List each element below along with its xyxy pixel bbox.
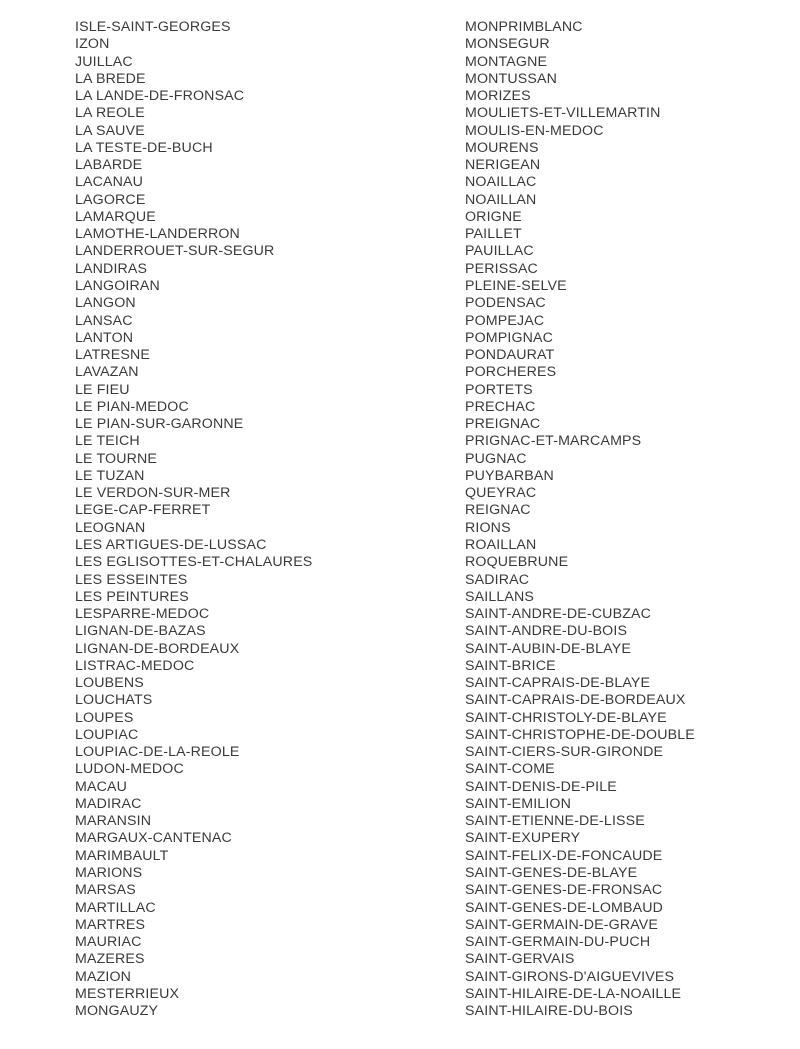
commune-name: LANSAC (75, 312, 133, 329)
commune-name: SAINT-HILAIRE-DU-BOIS (465, 1003, 633, 1020)
commune-name: SAINT-GENES-DE-BLAYE (465, 865, 638, 882)
commune-list-right-column (465, 19, 795, 1020)
commune-name: LISTRAC-MEDOC (75, 657, 195, 674)
commune-name: LE PIAN-MEDOC (75, 398, 189, 415)
commune-name: SAINT-COME (465, 761, 555, 778)
commune-name: QUEYRAC (465, 485, 537, 502)
commune-name: SAINT-AUBIN-DE-BLAYE (465, 640, 631, 657)
commune-name: PORCHERES (465, 364, 557, 381)
commune-name: MONTAGNE (465, 53, 548, 70)
commune-name: SAINT-GERVAIS (465, 951, 575, 968)
commune-name: MAZERES (75, 951, 145, 968)
commune-name: MARTRES (75, 916, 146, 933)
commune-name: JUILLAC (75, 53, 133, 70)
commune-name: NOAILLAN (465, 191, 537, 208)
commune-name: SAINT-BRICE (465, 657, 556, 674)
commune-name: LANDIRAS (75, 260, 148, 277)
commune-name: PERISSAC (465, 260, 538, 277)
commune-name: LOUPES (75, 709, 134, 726)
commune-name: LEGE-CAP-FERRET (75, 502, 211, 519)
commune-name: MONPRIMBLANC (465, 19, 583, 35)
commune-name: POMPEJAC (465, 312, 545, 329)
commune-name: LA REOLE (75, 105, 145, 122)
commune-name: LE TEICH (75, 433, 140, 450)
commune-name: IZON (75, 36, 110, 53)
commune-name: MOULIETS-ET-VILLEMARTIN (465, 105, 661, 122)
commune-name: ORIGNE (465, 208, 522, 225)
commune-name: SAINT-GERMAIN-DE-GRAVE (465, 916, 659, 933)
commune-name: SAINT-GERMAIN-DU-PUCH (465, 934, 651, 951)
commune-name: LAGORCE (75, 191, 146, 208)
commune-name: SAINT-DENIS-DE-PILE (465, 778, 617, 795)
commune-name: LES EGLISOTTES-ET-CHALAURES (75, 554, 313, 571)
commune-name: MOURENS (465, 139, 539, 156)
commune-name: MORIZES (465, 88, 531, 105)
commune-name: LACANAU (75, 174, 144, 191)
commune-name: MARGAUX-CANTENAC (75, 830, 232, 847)
commune-name: PAILLET (465, 226, 522, 243)
commune-name: PODENSAC (465, 295, 546, 312)
commune-name: PONDAURAT (465, 347, 555, 364)
commune-name: LAVAZAN (75, 364, 139, 381)
commune-name: MARTILLAC (75, 899, 156, 916)
commune-name: SAINT-CHRISTOPHE-DE-DOUBLE (465, 726, 695, 743)
commune-name: SAINT-CAPRAIS-DE-BORDEAUX (465, 692, 686, 709)
commune-name: MONSEGUR (465, 36, 550, 53)
commune-name: MAURIAC (75, 934, 142, 951)
commune-name: NOAILLAC (465, 174, 537, 191)
commune-name: MACAU (75, 778, 127, 795)
commune-name: LE TOURNE (75, 450, 158, 467)
commune-name: LEOGNAN (75, 519, 146, 536)
commune-name: PRECHAC (465, 398, 536, 415)
commune-name: LUDON-MEDOC (75, 761, 184, 778)
commune-name: PUGNAC (465, 450, 527, 467)
commune-name: MARANSIN (75, 813, 152, 830)
commune-name: LE PIAN-SUR-GARONNE (75, 416, 244, 433)
commune-name: PUYBARBAN (465, 467, 554, 484)
commune-name: LES PEINTURES (75, 588, 189, 605)
commune-name: LES ARTIGUES-DE-LUSSAC (75, 536, 267, 553)
commune-name: SAINT-CAPRAIS-DE-BLAYE (465, 675, 651, 692)
commune-name: MESTERRIEUX (75, 985, 180, 1002)
commune-name: LANGON (75, 295, 136, 312)
commune-name: LE FIEU (75, 381, 130, 398)
commune-name: SAINT-ETIENNE-DE-LISSE (465, 813, 645, 830)
commune-name: POMPIGNAC (465, 329, 554, 346)
commune-name: LA TESTE-DE-BUCH (75, 139, 213, 156)
commune-name: LAMARQUE (75, 208, 156, 225)
commune-name: SAINT-ANDRE-DE-CUBZAC (465, 606, 652, 623)
commune-name: LAMOTHE-LANDERRON (75, 226, 240, 243)
commune-name: LABARDE (75, 157, 143, 174)
commune-name: LA LANDE-DE-FRONSAC (75, 88, 245, 105)
commune-name: SAINT-EMILION (465, 795, 572, 812)
commune-name: LOUPIAC (75, 726, 139, 743)
commune-name: SAINT-GIRONS-D'AIGUEVIVES (465, 968, 675, 985)
commune-name: SAINT-ANDRE-DU-BOIS (465, 623, 628, 640)
commune-name: LE VERDON-SUR-MER (75, 485, 231, 502)
commune-name: MARSAS (75, 882, 136, 899)
commune-name: LOUCHATS (75, 692, 153, 709)
commune-name: NERIGEAN (465, 157, 541, 174)
commune-name: PAUILLAC (465, 243, 534, 260)
commune-name: SAINT-CIERS-SUR-GIRONDE (465, 744, 664, 761)
commune-name: PORTETS (465, 381, 533, 398)
commune-name: SAINT-HILAIRE-DE-LA-NOAILLE (465, 985, 682, 1002)
commune-name: LOUBENS (75, 675, 144, 692)
commune-name: SAINT-GENES-DE-LOMBAUD (465, 899, 664, 916)
commune-name: LANGOIRAN (75, 277, 160, 294)
commune-name: SAINT-EXUPERY (465, 830, 581, 847)
commune-name: LES ESSEINTES (75, 571, 188, 588)
commune-name: LATRESNE (75, 347, 151, 364)
commune-name: PRIGNAC-ET-MARCAMPS (465, 433, 642, 450)
commune-name: ROAILLAN (465, 536, 537, 553)
commune-name: SAINT-GENES-DE-FRONSAC (465, 882, 663, 899)
commune-name: LA BREDE (75, 70, 146, 87)
commune-name: LOUPIAC-DE-LA-REOLE (75, 744, 240, 761)
commune-name: LANTON (75, 329, 134, 346)
commune-name: LA SAUVE (75, 122, 145, 139)
commune-name: REIGNAC (465, 502, 531, 519)
commune-name: MONTUSSAN (465, 70, 557, 87)
commune-name: LANDERROUET-SUR-SEGUR (75, 243, 275, 260)
commune-name: SAINT-CHRISTOLY-DE-BLAYE (465, 709, 667, 726)
commune-list-left-column (75, 19, 455, 1020)
commune-name: MOULIS-EN-MEDOC (465, 122, 604, 139)
commune-name: RIONS (465, 519, 511, 536)
commune-name: PLEINE-SELVE (465, 277, 567, 294)
commune-name: MONGAUZY (75, 1003, 159, 1020)
commune-name: SADIRAC (465, 571, 530, 588)
commune-name: LIGNAN-DE-BAZAS (75, 623, 206, 640)
commune-name: PREIGNAC (465, 416, 541, 433)
commune-name: SAILLANS (465, 588, 535, 605)
commune-name: MADIRAC (75, 795, 142, 812)
commune-name: ROQUEBRUNE (465, 554, 569, 571)
commune-name: MARIONS (75, 865, 143, 882)
commune-name: LESPARRE-MEDOC (75, 606, 210, 623)
commune-name: MAZION (75, 968, 132, 985)
commune-name: LE TUZAN (75, 467, 145, 484)
commune-name: SAINT-FELIX-DE-FONCAUDE (465, 847, 663, 864)
commune-name: ISLE-SAINT-GEORGES (75, 19, 231, 35)
commune-name: LIGNAN-DE-BORDEAUX (75, 640, 240, 657)
commune-name: MARIMBAULT (75, 847, 169, 864)
